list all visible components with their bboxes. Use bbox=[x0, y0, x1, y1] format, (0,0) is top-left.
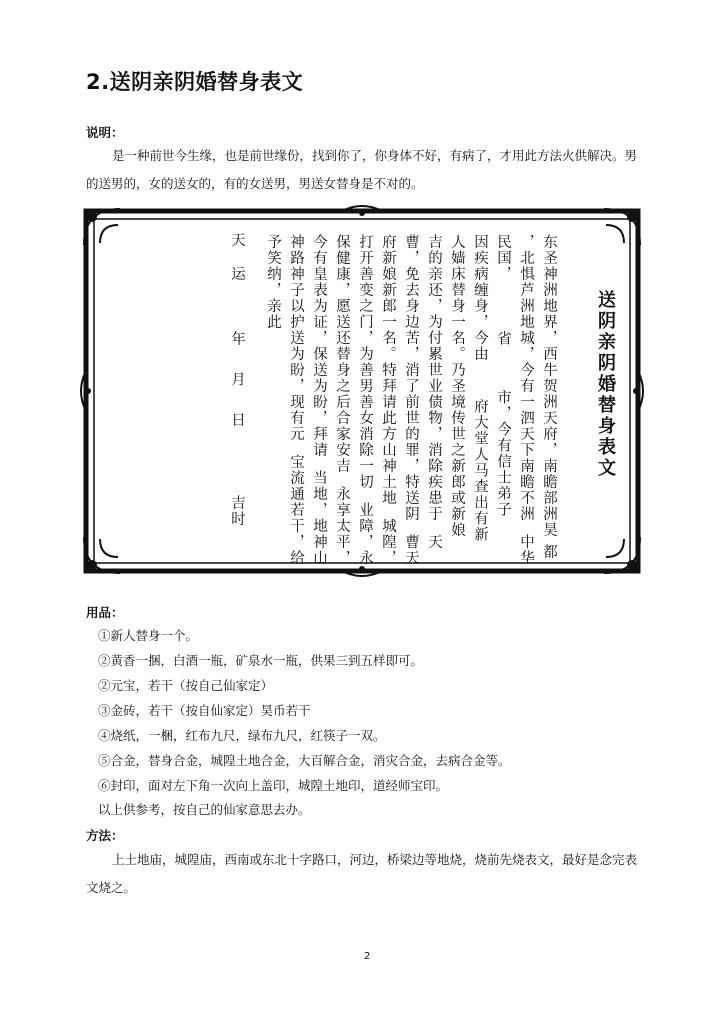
supply-item: ③金砖，若干（按自仙家定）昊币若干 bbox=[98, 703, 311, 718]
petition-column: 今有皇表为证，保送为盼，拜请 当地，地神山 bbox=[311, 234, 327, 567]
petition-column: ，北惧芦洲地城，今有一泗天下南瞻不洲 中华 bbox=[518, 234, 534, 567]
supply-item: ②元宝，若干（按自己仙家定） bbox=[98, 678, 274, 693]
page-title: 2.送阴亲阴婚替身表文 bbox=[86, 70, 304, 94]
petition-column: 因疾病缠身，今由 府大堂人马查出有新 bbox=[472, 234, 488, 543]
petition-column: 民国， 省 市，今有信士弟子 bbox=[495, 234, 511, 518]
supply-item: ④烧纸，一梱，红布九尺，绿布九尺，红筷子一双。 bbox=[98, 728, 386, 743]
petition-column: 人嫱床替身一名。乃圣境传世之新郎或新娘 bbox=[449, 234, 465, 538]
method-paragraph: 上土地庙，城隍庙，西南或东北十字路口，河边，桥梁边等地烧，烧前先烧表文，最好是念完表文烧之。 bbox=[86, 852, 638, 895]
method-label: 方法： bbox=[86, 828, 124, 843]
petition-column: 府新娘新郎一名。特拜请此方山神土地 城隍， bbox=[380, 234, 396, 567]
page-number: 2 bbox=[364, 951, 371, 962]
supply-item: ⑥封印，面对左下角一次向上盖印，城隍土地印，道经师宝印。 bbox=[98, 778, 449, 793]
supply-item: ①新人替身一个。 bbox=[98, 628, 199, 643]
supplies-label: 用品： bbox=[86, 605, 124, 620]
supplies-note: 以上供参考，按自己的仙家意思去办。 bbox=[98, 802, 311, 817]
intro-paragraph: 是一种前世今生缘，也是前世缘份，找到你了，你身体不好，有病了，才用此方法火供解决。男的送男的，女的送女的，有的女送男，男送女替身是不对的。 bbox=[86, 148, 638, 191]
petition-column: 打开善变之门，为善男善女消除一切 业障，永 bbox=[357, 234, 373, 567]
petition-date-line: 天 运 年 月 日 吉时 bbox=[229, 232, 245, 528]
supply-item: ②黄香一捆，白酒一瓶，矿泉水一瓶，供果三到五样即可。 bbox=[98, 653, 424, 668]
petition-column: 吉的亲还，为付累世业债物，消除疾患于 天 bbox=[426, 234, 442, 551]
petition-column: 东圣神洲地界，西牛贺洲天府，南瞻部洲昊 都 bbox=[541, 234, 557, 561]
supply-item: ⑤合金，替身合金，城隍土地合金，大百解合金，消灾合金，去病合金等。 bbox=[98, 753, 511, 768]
petition-column: 保健康，愿送还替身之后合家安吉 永享太平， bbox=[334, 234, 350, 567]
petition-column: 曹，免去身边苦，消了前世的罪，特送阴 曹天 bbox=[403, 234, 419, 567]
intro-label: 说明： bbox=[86, 125, 124, 140]
petition-column: 神路神子以护送为盼，现有元 宝流通若干，给 bbox=[288, 234, 304, 567]
petition-column: 予笑纳，亲此 bbox=[265, 234, 281, 330]
petition-title: 送阴亲阴婚替身表文 bbox=[595, 290, 616, 479]
